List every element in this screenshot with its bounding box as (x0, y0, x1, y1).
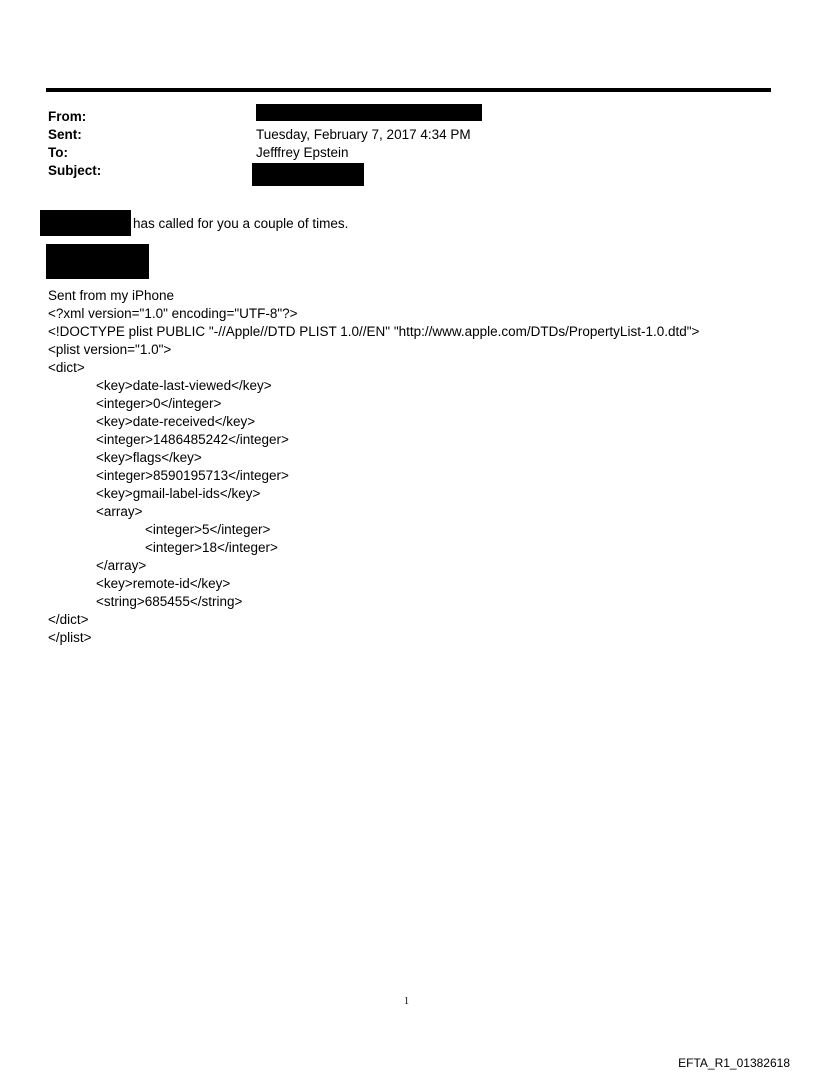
to-label: To: (48, 145, 68, 160)
from-label: From: (48, 109, 87, 124)
body-line: <integer>18</integer> (145, 540, 278, 555)
body-line: <array> (96, 504, 143, 519)
message-text: has called for you a couple of times. (133, 216, 349, 231)
body-line: <string>685455</string> (96, 594, 243, 609)
body-line: <integer>5</integer> (145, 522, 271, 537)
sent-value: Tuesday, February 7, 2017 4:34 PM (256, 127, 471, 142)
body-line: </array> (96, 558, 147, 573)
body-line: <integer>0</integer> (96, 396, 222, 411)
body-line: <integer>8590195713</integer> (96, 468, 289, 483)
subject-label: Subject: (48, 163, 102, 178)
document-id: EFTA_R1_01382618 (678, 1056, 790, 1070)
body-line: </dict> (48, 612, 89, 627)
body-line: Sent from my iPhone (48, 288, 175, 303)
body-line: <key>date-last-viewed</key> (96, 378, 272, 393)
body-line: <!DOCTYPE plist PUBLIC "-//Apple//DTD PLIST 1.0//EN" "http://www.apple.com/DTDs/PropertyList-1.0.dtd"> (48, 324, 700, 339)
to-value: Jefffrey Epstein (256, 145, 349, 160)
header-rule (46, 88, 771, 92)
body-line: <?xml version="1.0" encoding="UTF-8"?> (48, 306, 298, 321)
body-line: <key>gmail-label-ids</key> (96, 486, 261, 501)
body-line: <plist version="1.0"> (48, 342, 172, 357)
body-line: <key>flags</key> (96, 450, 202, 465)
body-line: </plist> (48, 630, 92, 645)
sent-label: Sent: (48, 127, 82, 142)
from-redaction (256, 104, 482, 121)
caller-redaction (40, 210, 131, 236)
signature-redaction (46, 244, 149, 279)
page-number: 1 (404, 996, 409, 1007)
body-line: <integer>1486485242</integer> (96, 432, 289, 447)
body-line: <dict> (48, 360, 85, 375)
body-line: <key>date-received</key> (96, 414, 256, 429)
body-line: <key>remote-id</key> (96, 576, 231, 591)
subject-redaction (252, 163, 364, 186)
